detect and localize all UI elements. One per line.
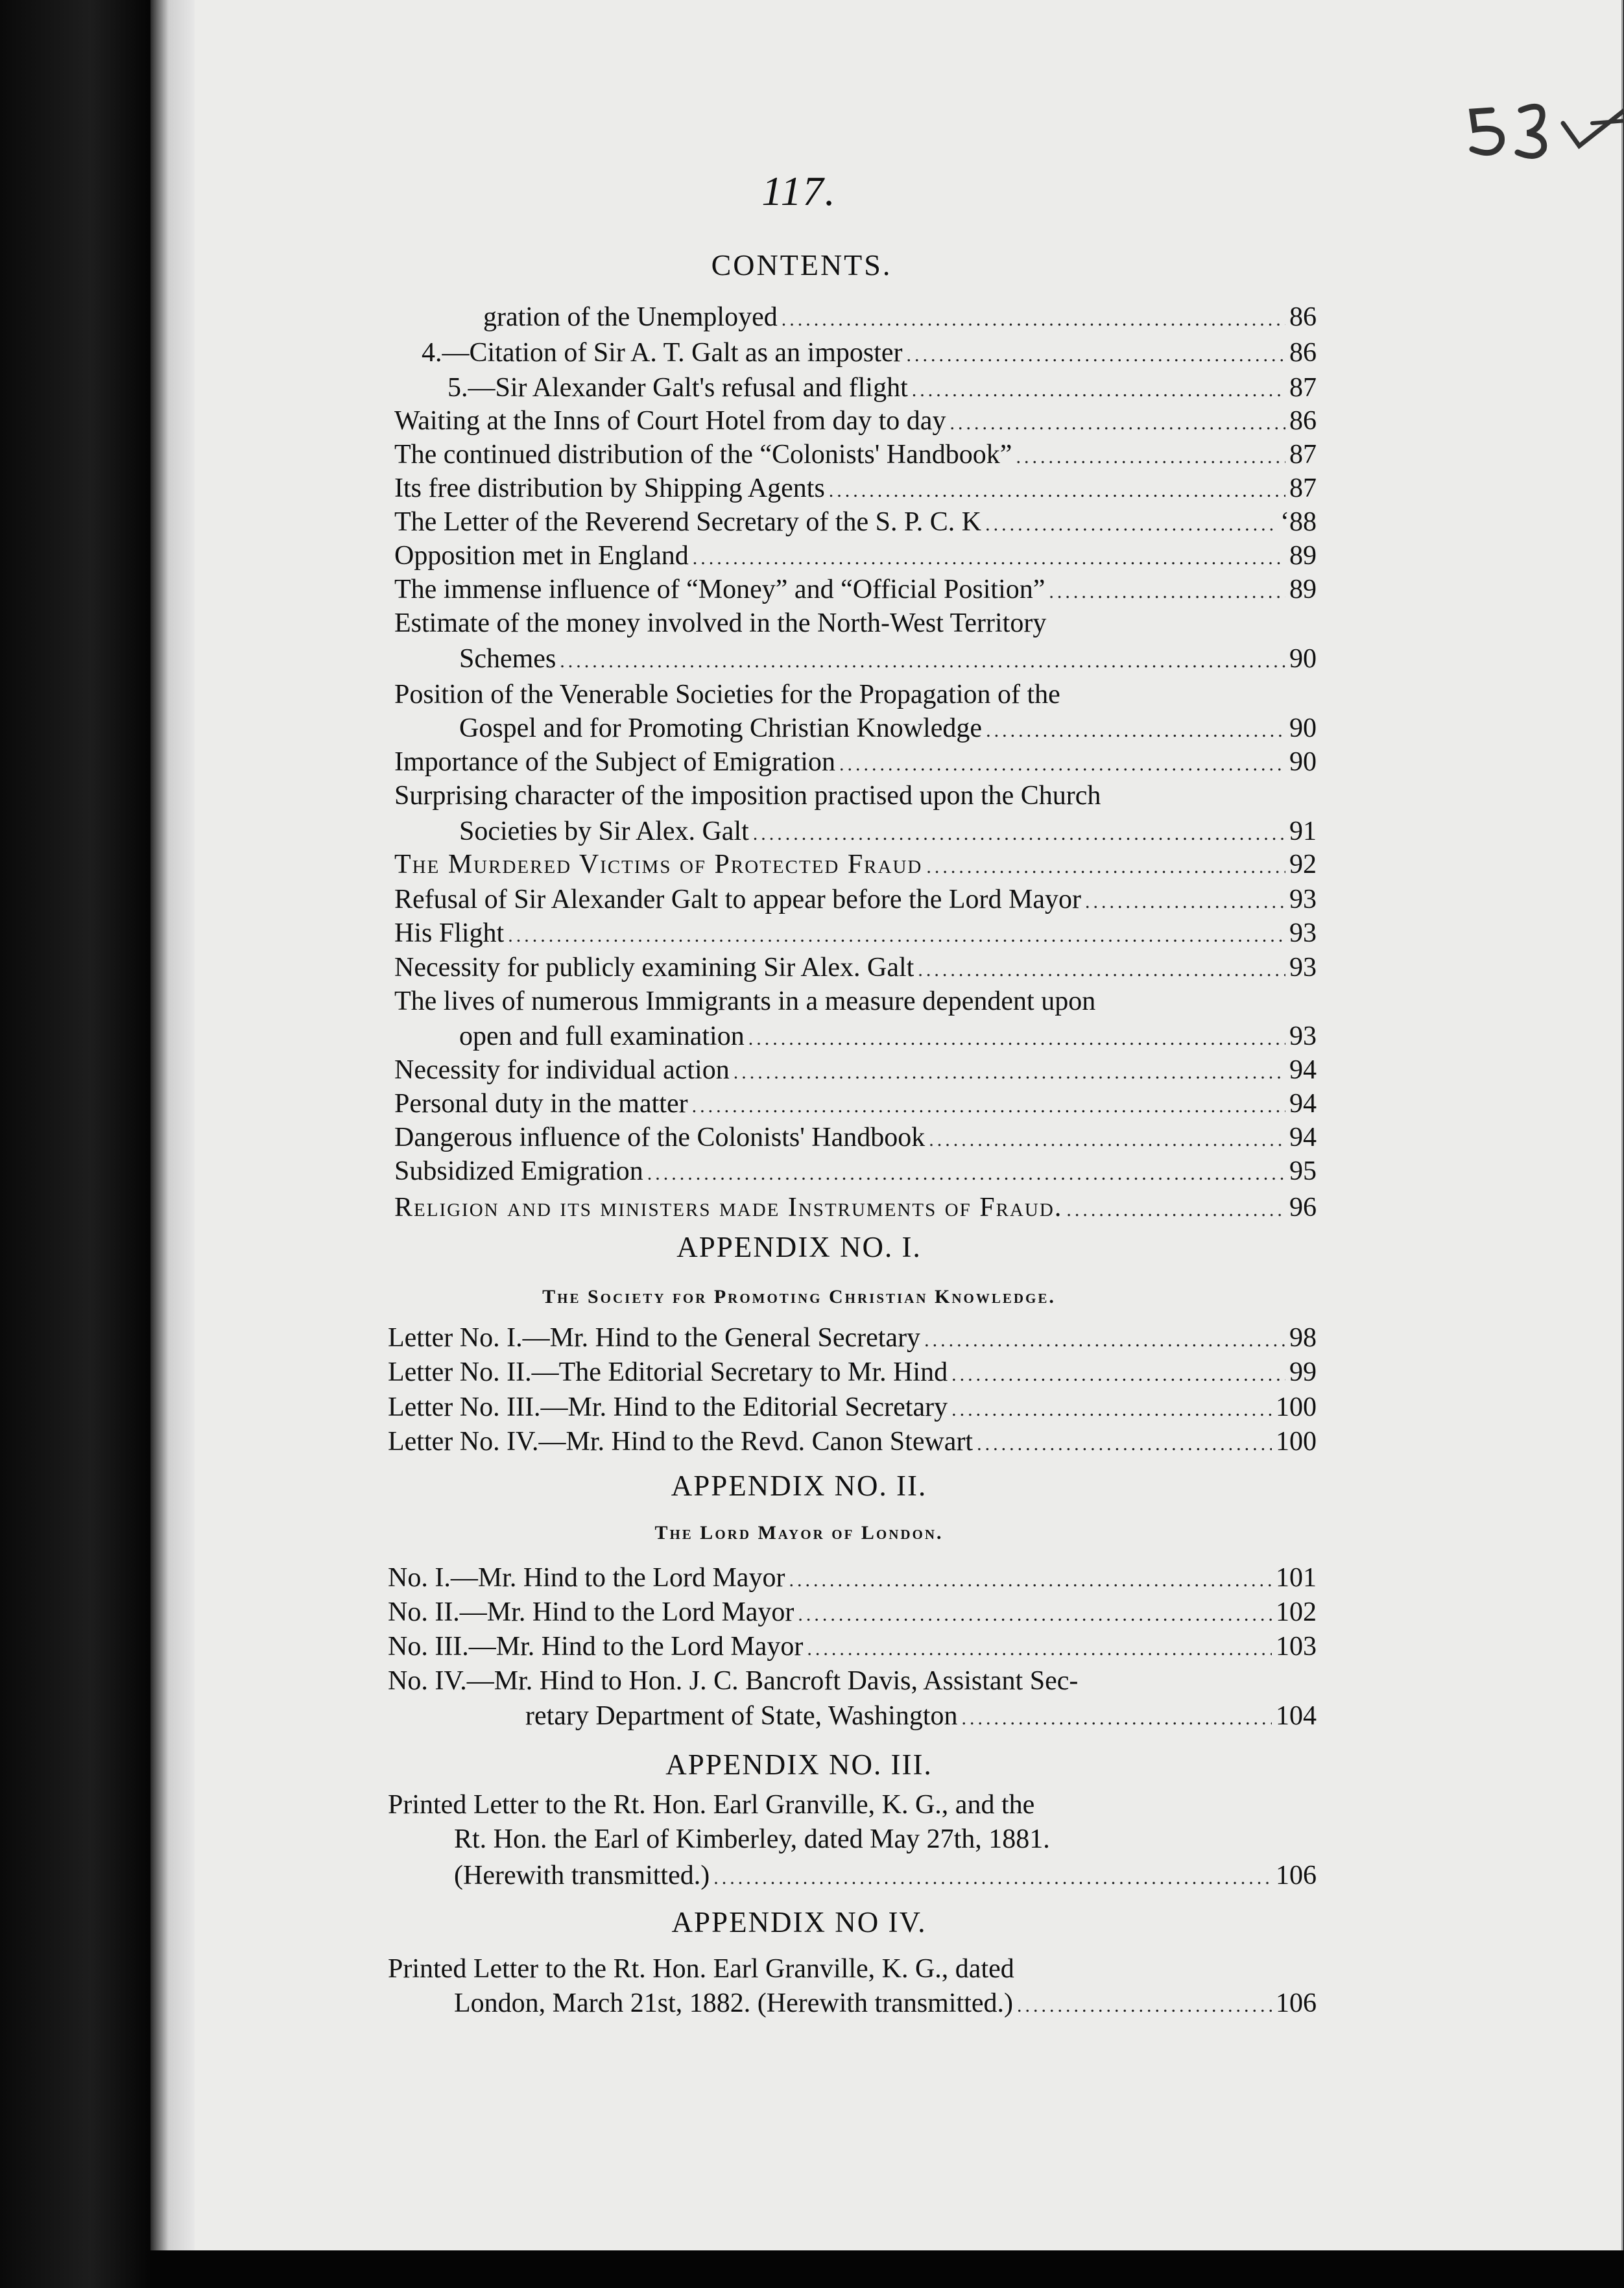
entry-page-number: 94 [1289, 1123, 1317, 1152]
appendix-1-heading: APPENDIX NO. I. [676, 1231, 922, 1263]
entry-page-number: 86 [1289, 406, 1317, 436]
entry-title: Waiting at the Inns of Court Hotel from day to day [394, 406, 946, 436]
dot-leader [1066, 1193, 1285, 1227]
entry-page-number: 102 [1276, 1597, 1317, 1627]
entry-page-number: 90 [1289, 644, 1317, 674]
entry-page-number: 103 [1276, 1632, 1317, 1662]
entry-title: Letter No. III.—Mr. Hind to the Editorial Secretary [388, 1392, 948, 1422]
entry-page-number: 93 [1289, 918, 1317, 948]
entry-title: No. II.—Mr. Hind to the Lord Mayor [388, 1597, 794, 1627]
contents-heading: CONTENTS. [711, 248, 892, 281]
entry-page-number: 92 [1289, 850, 1317, 879]
entry-page-number: 106 [1276, 1861, 1317, 1890]
entry-page-number: ʻ88 [1280, 507, 1317, 537]
contents-entry [525, 1699, 1317, 1733]
entry-title: Its free distribution by Shipping Agents [394, 473, 825, 503]
contents-entry [394, 916, 1317, 950]
entry-page-number: 87 [1289, 473, 1317, 503]
dot-leader [1049, 575, 1285, 609]
contents-entry [422, 336, 1317, 370]
contents-entry [483, 300, 1317, 334]
dot-leader [961, 1702, 1272, 1735]
entry-page-number: 87 [1289, 373, 1317, 403]
entry-title: No. I.—Mr. Hind to the Lord Mayor [388, 1563, 785, 1593]
entry-page-number: 86 [1289, 338, 1317, 368]
contents-entry [394, 1154, 1317, 1188]
contents-entry [394, 1053, 1317, 1087]
entry-title: The continued distribution of the “Colonists' Handbook” [394, 440, 1012, 470]
dot-leader [734, 1056, 1285, 1090]
contents-entry [394, 745, 1317, 779]
entry-title: No. IV.—Mr. Hind to Hon. J. C. Bancroft Davis, Assistant Sec- [388, 1666, 1079, 1696]
entry-title: (Herewith transmitted.) [454, 1861, 710, 1890]
entry-page-number: 86 [1289, 302, 1317, 332]
entry-page-number: 96 [1289, 1193, 1317, 1222]
contents-entry [394, 505, 1317, 539]
entry-title: London, March 21st, 1882. (Herewith transmitted.) [454, 1988, 1013, 2018]
contents-entry [454, 1822, 1050, 1856]
contents-entry [388, 1321, 1317, 1355]
entry-title: Societies by Sir Alex. Galt [459, 816, 749, 846]
entry-title: His Flight [394, 918, 505, 948]
entry-page-number: 87 [1289, 440, 1317, 470]
entry-title: Personal duty in the matter [394, 1089, 688, 1119]
contents-entry [388, 1355, 1317, 1389]
contents-entry [448, 371, 1317, 405]
dot-leader [907, 339, 1285, 372]
appendix-1-subheading: The Society for Promoting Christian Knowledge. [542, 1286, 1056, 1307]
contents-entry [394, 606, 1046, 640]
entry-title: retary Department of State, Washington [525, 1701, 958, 1731]
entry-title: Schemes [459, 644, 556, 674]
dot-leader [508, 919, 1285, 953]
contents-entry [394, 883, 1317, 916]
appendix-2-subheading: The Lord Mayor of London. [654, 1522, 944, 1543]
entry-page-number: 90 [1289, 747, 1317, 777]
contents-entry [459, 642, 1317, 676]
entry-page-number: 91 [1289, 816, 1317, 846]
dot-leader [829, 474, 1285, 508]
entry-title: Dangerous influence of the Colonists' Handbook [394, 1123, 925, 1152]
dot-leader [807, 1632, 1272, 1666]
entry-page-number: 99 [1289, 1357, 1317, 1387]
entry-page-number: 100 [1276, 1427, 1317, 1457]
dot-leader [951, 1358, 1285, 1392]
dot-leader [1085, 885, 1285, 919]
entry-page-number: 93 [1289, 885, 1317, 914]
contents-entry [459, 711, 1317, 745]
appendix-2-heading: APPENDIX NO. II. [671, 1470, 927, 1502]
entry-page-number: 94 [1289, 1089, 1317, 1119]
dot-leader [692, 1090, 1285, 1123]
dot-leader [929, 1123, 1285, 1157]
entry-title: gration of the Unemployed [483, 302, 778, 332]
contents-entry [388, 1561, 1317, 1595]
dot-leader [951, 1393, 1272, 1427]
entry-title: The Letter of the Reverend Secretary of the S. P. C. K [394, 507, 982, 537]
page-number: 117. [761, 168, 837, 214]
contents-entry [388, 1788, 1034, 1822]
entry-title: Rt. Hon. the Earl of Kimberley, dated May 27th, 1881. [454, 1824, 1050, 1854]
dot-leader [713, 1861, 1272, 1895]
entry-page-number: 89 [1289, 541, 1317, 571]
dot-leader [924, 1324, 1285, 1357]
dot-leader [560, 645, 1285, 678]
contents-entry [388, 1952, 1014, 1986]
entry-title: 5.—Sir Alexander Galt's refusal and flight [448, 373, 908, 403]
entry-page-number: 98 [1289, 1323, 1317, 1353]
contents-entry [394, 471, 1317, 505]
entry-title: 4.—Citation of Sir A. T. Galt as an imposter [422, 338, 903, 368]
contents-entry [454, 1986, 1317, 2020]
entry-title: Necessity for individual action [394, 1055, 730, 1085]
contents-entry [394, 404, 1317, 438]
entry-page-number: 93 [1289, 953, 1317, 983]
contents-entry [388, 1630, 1317, 1663]
entry-title: The lives of numerous Immigrants in a measure dependent upon [394, 986, 1096, 1016]
entry-title: open and full examination [459, 1021, 745, 1051]
entry-title: Position of the Venerable Societies for the Propagation of the [394, 680, 1060, 709]
entry-title: No. III.—Mr. Hind to the Lord Mayor [388, 1632, 804, 1662]
contents-entry [394, 984, 1095, 1018]
dot-leader [918, 953, 1285, 987]
entry-title: Printed Letter to the Rt. Hon. Earl Granville, K. G., and the [388, 1790, 1035, 1820]
entry-title: Letter No. I.—Mr. Hind to the General Secretary [388, 1323, 921, 1353]
contents-entry [394, 1087, 1317, 1121]
entry-page-number: 93 [1289, 1021, 1317, 1051]
dot-leader [789, 1564, 1272, 1597]
contents-entry [394, 848, 1317, 881]
contents-entry [388, 1390, 1317, 1424]
dot-leader [977, 1427, 1272, 1461]
contents-entry [394, 951, 1317, 984]
dot-leader [912, 374, 1285, 407]
entry-title: Letter No. II.—The Editorial Secretary to Mr. Hind [388, 1357, 948, 1387]
dot-leader [986, 714, 1285, 748]
entry-page-number: 94 [1289, 1055, 1317, 1085]
contents-entry [394, 438, 1317, 471]
contents-entry [388, 1595, 1317, 1629]
contents-entry [394, 779, 1101, 813]
entry-page-number: 89 [1289, 575, 1317, 604]
entry-title: Religion and its ministers made Instruments of Fraud. [394, 1193, 1063, 1222]
contents-entry [388, 1664, 1078, 1698]
entry-page-number: 95 [1289, 1156, 1317, 1186]
entry-title: Importance of the Subject of Emigration [394, 747, 835, 777]
contents-entry [394, 573, 1317, 606]
dot-leader [1017, 1989, 1272, 2023]
contents-entry [459, 815, 1317, 848]
entry-title: Refusal of Sir Alexander Galt to appear before the Lord Mayor [394, 885, 1081, 914]
dot-leader [1016, 440, 1285, 474]
entry-page-number: 104 [1276, 1701, 1317, 1731]
dot-leader [985, 508, 1276, 542]
entry-title: Letter No. IV.—Mr. Hind to the Revd. Canon Stewart [388, 1427, 973, 1457]
entry-title: Printed Letter to the Rt. Hon. Earl Granville, K. G., dated [388, 1954, 1014, 1984]
contents-entry [394, 1191, 1317, 1224]
entry-title: Necessity for publicly examining Sir Alex. Galt [394, 953, 914, 983]
contents-entry [388, 1425, 1317, 1459]
dot-leader [748, 1022, 1285, 1056]
dot-leader [926, 850, 1285, 884]
appendix-4-heading: APPENDIX NO IV. [671, 1906, 927, 1938]
dot-leader [798, 1598, 1272, 1632]
entry-title: The Murdered Victims of Protected Fraud [394, 850, 923, 879]
entry-title: Subsidized Emigration [394, 1156, 643, 1186]
entry-page-number: 100 [1276, 1392, 1317, 1422]
dot-leader [839, 748, 1285, 781]
entry-title: The immense influence of “Money” and “Official Position” [394, 575, 1045, 604]
entry-title: Gospel and for Promoting Christian Knowledge [459, 713, 983, 743]
dot-leader [949, 407, 1285, 440]
contents-entry [454, 1859, 1317, 1892]
contents-entry [459, 1019, 1317, 1053]
contents-entry [394, 539, 1317, 573]
entry-page-number: 90 [1289, 713, 1317, 743]
entry-title: Surprising character of the imposition practised upon the Church [394, 781, 1101, 811]
dot-leader [693, 542, 1285, 575]
contents-entry [394, 1121, 1317, 1154]
entry-title: Opposition met in England [394, 541, 689, 571]
dot-leader [753, 817, 1285, 851]
entry-title: Estimate of the money involved in the North-West Territory [394, 608, 1047, 638]
dot-leader [782, 303, 1285, 337]
dot-leader [647, 1157, 1285, 1191]
entry-page-number: 106 [1276, 1988, 1317, 2018]
entry-page-number: 101 [1276, 1563, 1317, 1593]
appendix-3-heading: APPENDIX NO. III. [665, 1748, 933, 1781]
contents-entry [394, 678, 1060, 711]
